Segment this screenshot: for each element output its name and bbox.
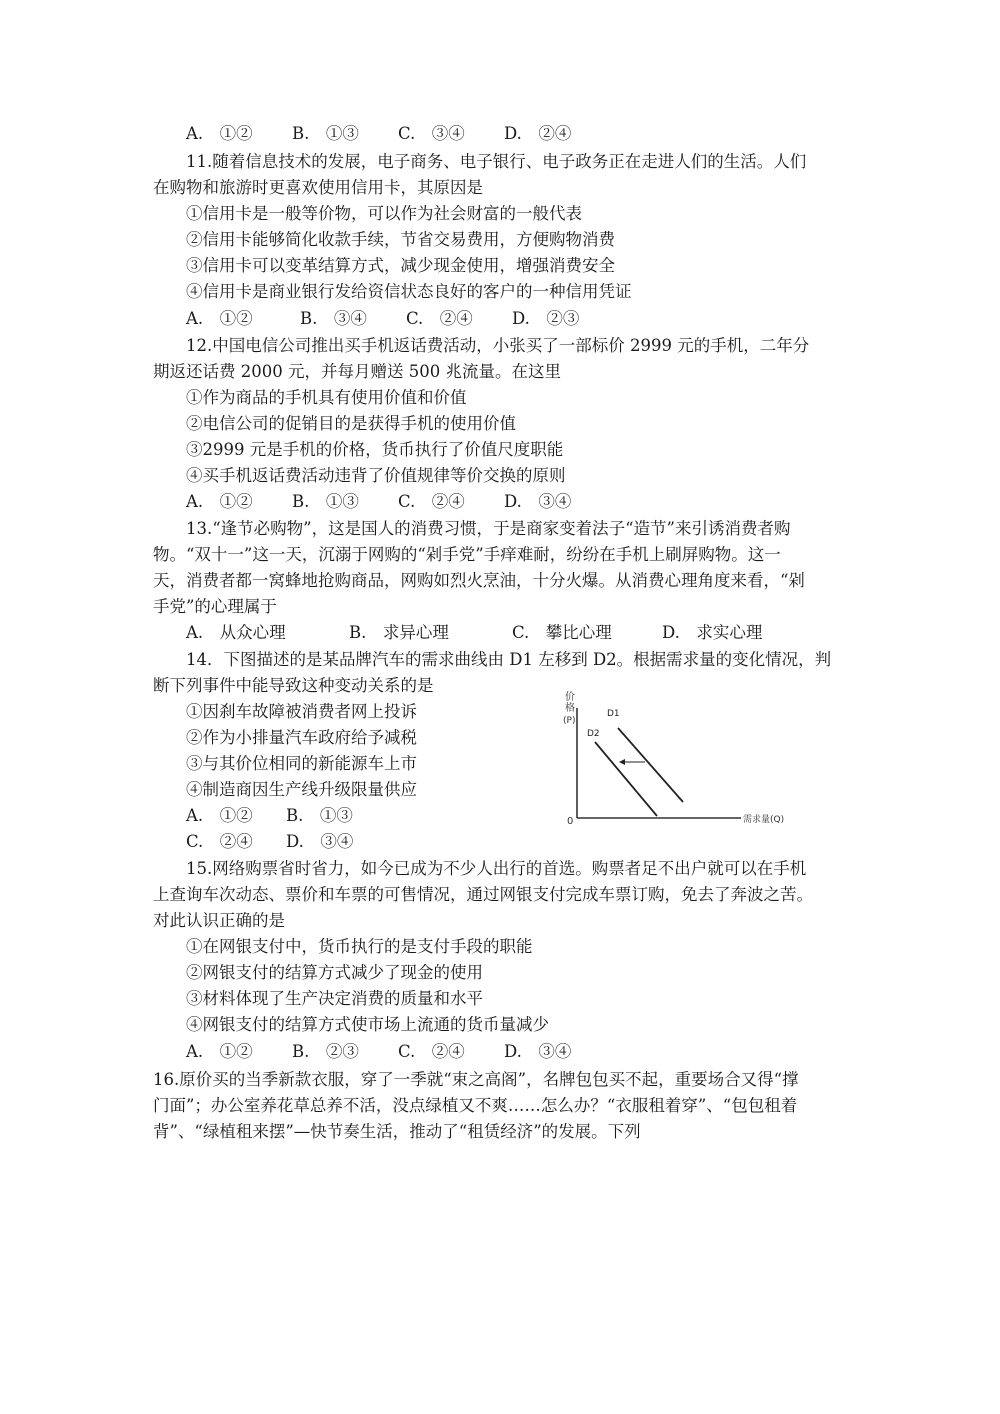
q11-stem-line2: 在购物和旅游时更喜欢使用信用卡，其原因是 <box>153 178 483 197</box>
q12-item-1: ①作为商品的手机具有使用价值和价值 <box>186 388 467 407</box>
q14-item-1: ①因刹车故障被消费者网上投诉 <box>186 702 417 721</box>
curve-d2-label: D2 <box>587 729 600 739</box>
q10-option-d: D. ②④ <box>504 124 572 143</box>
q11-option-a: A. ①② <box>186 309 253 328</box>
q12-options <box>186 490 571 514</box>
q11-option-b: B. ③④ <box>300 309 367 328</box>
q14-option-d: D. ③④ <box>286 832 354 851</box>
q11-option-c: C. ②④ <box>406 309 473 328</box>
q13-options <box>186 621 762 645</box>
q11-option-d: D. ②③ <box>512 309 580 328</box>
origin-label: 0 <box>567 816 574 827</box>
q14-options-row2 <box>186 830 353 854</box>
q13-option-b: B. 求异心理 <box>349 623 449 642</box>
q13-stem-line4: 手党”的心理属于 <box>153 597 277 616</box>
q14-stem-line2: 断下列事件中能导致这种变动关系的是 <box>153 676 434 695</box>
q15-option-b: B. ②③ <box>292 1042 359 1061</box>
q14-stem-line1: 14．下图描述的是某品牌汽车的需求曲线由 D1 左移到 D2。根据需求量的变化情况，判 <box>186 650 832 669</box>
q11-options <box>186 307 579 331</box>
q15-stem-line3: 对此认识正确的是 <box>153 911 285 930</box>
q14-option-c: C. ②④ <box>186 832 253 851</box>
x-axis-label: 需求量(Q) <box>743 815 785 825</box>
q11-item-4: ④信用卡是商业银行发给资信状态良好的客户的一种信用凭证 <box>186 282 632 301</box>
q10-option-a: A. ①② <box>186 124 253 143</box>
q11-item-3: ③信用卡可以变革结算方式，减少现金使用，增强消费安全 <box>186 256 615 275</box>
curve-d1-label: D1 <box>607 709 620 719</box>
q15-item-1: ①在网银支付中，货币执行的是支付手段的职能 <box>186 937 533 956</box>
q12-option-b: B. ①③ <box>292 492 359 511</box>
q15-option-d: D. ③④ <box>504 1042 572 1061</box>
q14-item-3: ③与其价位相同的新能源车上市 <box>186 754 417 773</box>
q12-item-3: ③2999 元是手机的价格，货币执行了价值尺度职能 <box>186 440 564 459</box>
q10-option-c: C. ③④ <box>398 124 465 143</box>
q14-options-row1 <box>186 804 353 828</box>
q14-option-b: B. ①③ <box>286 806 353 825</box>
q14-option-a: A. ①② <box>186 806 253 825</box>
q15-options <box>186 1040 571 1064</box>
q11-item-2: ②信用卡能够简化收款手续，节省交易费用，方便购物消费 <box>186 230 615 249</box>
q10-option-b: B. ①③ <box>292 124 359 143</box>
q15-option-c: C. ②④ <box>398 1042 465 1061</box>
q14-item-2: ②作为小排量汽车政府给予减税 <box>186 728 417 747</box>
q15-option-a: A. ①② <box>186 1042 253 1061</box>
q11-stem-line1: 11.随着信息技术的发展，电子商务、电子银行、电子政务正在走进人们的生活。人们 <box>186 152 807 171</box>
q13-stem-line3: 天，消费者都一窝蜂地抢购商品，网购如烈火烹油，十分火爆。从消费心理角度来看，“剁 <box>153 571 805 590</box>
q13-option-d: D. 求实心理 <box>662 623 763 642</box>
q14-item-4: ④制造商因生产线升级限量供应 <box>186 780 417 799</box>
q15-stem-line2: 上查询车次动态、票价和车票的可售情况，通过网银支付完成车票订购，免去了奔波之苦。 <box>153 885 813 904</box>
q15-item-2: ②网银支付的结算方式减少了现金的使用 <box>186 963 483 982</box>
shift-arrow-head <box>619 759 625 765</box>
q16-stem-line1: 16.原价买的当季新款衣服，穿了一季就“束之高阁”，名牌包包买不起，重要场合又得“撑 <box>153 1070 799 1089</box>
y-axis-label-1: 价 <box>565 692 575 703</box>
q12-stem-line1: 12.中国电信公司推出买手机返话费活动，小张买了一部标价 2999 元的手机，二年分 <box>186 336 810 355</box>
q13-stem-line2: 物。“双十一”这一天，沉溺于网购的“剁手党”手痒难耐，纷纷在手机上刷屏购物。这一 <box>153 545 781 564</box>
y-axis-label-3: (P) <box>563 716 576 726</box>
demand-curve-figure <box>555 690 795 830</box>
q15-item-3: ③材料体现了生产决定消费的质量和水平 <box>186 989 483 1008</box>
q15-item-4: ④网银支付的结算方式使市场上流通的货币量减少 <box>186 1015 549 1034</box>
curve-d1 <box>618 728 683 802</box>
y-axis-label-2: 格 <box>565 703 575 714</box>
q16-stem-line2: 门面”；办公室养花草总养不活，没点绿植又不爽……怎么办？“衣服租着穿”、“包包租着 <box>153 1096 798 1115</box>
curve-d2 <box>595 742 657 816</box>
q13-option-c: C. 攀比心理 <box>512 623 612 642</box>
q16-stem-line3: 背”、“绿植租来摆”—快节奏生活，推动了“租赁经济”的发展。下列 <box>153 1122 641 1141</box>
q13-stem-line1: 13.“逢节必购物”，这是国人的消费习惯，于是商家变着法子“造节”来引诱消费者购 <box>186 519 791 538</box>
q12-item-2: ②电信公司的促销目的是获得手机的使用价值 <box>186 414 516 433</box>
q12-stem-line2: 期返还话费 2000 元，并每月赠送 500 兆流量。在这里 <box>153 362 561 381</box>
q11-item-1: ①信用卡是一般等价物，可以作为社会财富的一般代表 <box>186 204 582 223</box>
q12-option-c: C. ②④ <box>398 492 465 511</box>
q12-option-d: D. ③④ <box>504 492 572 511</box>
q12-item-4: ④买手机返话费活动违背了价值规律等价交换的原则 <box>186 466 566 485</box>
q12-option-a: A. ①② <box>186 492 253 511</box>
q15-stem-line1: 15.网络购票省时省力，如今已成为不少人出行的首选。购票者足不出户就可以在手机 <box>186 859 807 878</box>
q10-options <box>186 122 571 146</box>
q13-option-a: A. 从众心理 <box>186 623 286 642</box>
